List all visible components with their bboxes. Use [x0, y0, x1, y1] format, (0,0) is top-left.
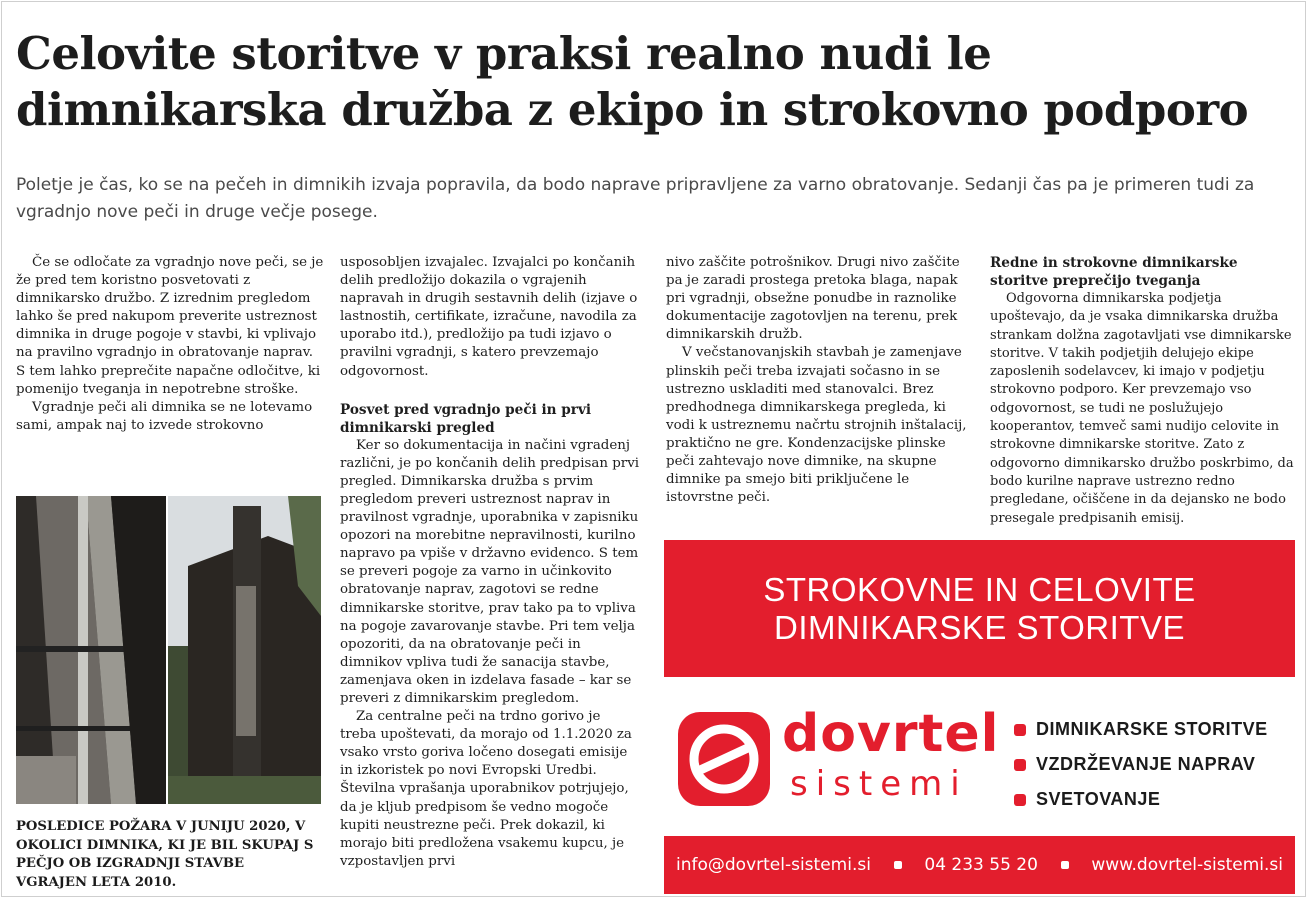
paragraph: V večstanovanjskih stavbah je zamenjave plinskih peči treba izvajati sočasno in se ustrezno uskladiti med stanovalci. Brez predhodnega dimnikarskega pregleda, ki vodi k ustreznemu načrtu strojnih inštalacij, praktično ne gre. Kondenzacijske plinske peči zahtevajo nove dimnike, na skupne dimnike pa smejo biti priključene le istovrstne peči.: [666, 345, 967, 506]
contact-bar: [664, 836, 1295, 894]
subheading: Redne in strokovne dimnikarske storitve preprečijo tveganja: [990, 255, 1238, 289]
paragraph: Ker so dokumentacija in načini vgradenj različni, je po končanih delih predpisan prvi pregled. Dimnikarska družba s prvim pregledom preveri ustreznost naprav in pravilnost vgradnje, uporabnika v zapisniku opozori na morebitne nepravilnosti, kurilno napravo pa vpiše v državno evidenco. S tem se preveri pogoje za varno in učinkovito obratovanje naprav, zagotovi se redne dimnikarske storitve, prav tako pa to vpliva na pogoje zavarovanje stavbe. Pri tem velja opozoriti, da na obratovanje peči in dimnikov vpliva tudi že sanacija stavbe, zamenjava oken in izdelava fasade – kar se preveri z dimnikarskim pregledom.: [340, 437, 640, 706]
paragraph: Za centralne peči na trdno gorivo je treba upoštevati, da morajo od 1.1.2020 za vsako vrsto goriva ločeno dosegati emisije in izkoristek po novi Evropski Uredbi. Številna vprašanja uporabnikov potrjujejo, da je kljub predpisom še vedno mogoče kupiti neustrezne peči. Prek dokazil, ki morajo biti predložena vsakemu kupcu, je vzpostavljen prvi: [340, 709, 632, 869]
column-3: [666, 254, 971, 507]
bullet-icon: [1014, 794, 1026, 806]
banner-line: STROKOVNE IN CELOVITE: [763, 570, 1196, 608]
service-item: SVETOVANJE: [1014, 782, 1268, 817]
paragraph: Vgradnje peči ali dimnika se ne lotevamo sami, ampak naj to izvede strokovno: [16, 399, 313, 433]
photo-caption: POSLEDICE POŽARA V JUNIJU 2020, V OKOLICI DIMNIKA, KI JE BIL SKUPAJ S PEČJO OB IZGRADNJI STAVBE VGRAJEN LETA 2010.: [16, 819, 314, 890]
headline: Celovite storitve v praksi realno nudi le dimnikarska družba z ekipo in strokovno podporo: [16, 27, 1249, 136]
paragraph: Če se odločate za vgradnjo nove peči, se je že pred tem koristno posvetovati z dimnikarsko družbo. Z izrednim pregledom lahko še pred nakupom preverite ustreznost dimnika in druge pogoje v stavbi, ki vplivajo na pravilno vgradnjo in obratovanje naprav. S tem lahko preprečite napačne odločitve, ki pomenijo tveganja in nepotrebne stroške.: [16, 255, 324, 397]
separator-dot-icon: [1061, 861, 1069, 869]
email-link[interactable]: info@dovrtel-sistemi.si: [676, 855, 871, 875]
banner-line: DIMNIKARSKE STORITVE: [774, 608, 1185, 646]
service-item: DIMNIKARSKE STORITVE: [1014, 712, 1268, 747]
paragraph: nivo zaščite potrošnikov. Drugi nivo zaščite pa je zaradi prostega pretoka blaga, napak pri vgradnji, obsežne ponudbe in raznolike dokumentacije zagotovljen na terenu, prek dimnikarskih družb.: [666, 255, 960, 343]
paragraph: Odgovorna dimnikarska podjetja upoštevajo, da je vsaka dimnikarska družba strankam dolžna zagotavljati vse dimnikarske storitve. V takih podjetjih delujejo ekipe zaposlenih sodelavcev, ki imajo v podjetju strokovno podporo. Ker prevzemajo vso odgovornost, se tudi ne poslužujejo kooperantov, temveč sami nudijo celovite in strokovne dimnikarske storitve. Zato z odgovorno dimnikarsko družbo poskrbimo, da bodo kurilne naprave ustrezno redno pregledane, očiščene in da dejansko ne bodo presegale predpisanih emisij.: [990, 291, 1294, 526]
brand-name: dovrtel: [782, 704, 1000, 764]
paragraph: usposobljen izvajalec. Izvajalci po končanih delih predložijo dokazila o vgrajenih napravah in drugih sestavnih delih (izjave o lastnostih, certifikate, izračune, navodila za uporabo itd.), predložijo pa tudi izjavo o pravilni vgradnji, s katero prevzemajo odgovornost.: [340, 255, 638, 379]
photo-burnt-wooden-house: [168, 496, 321, 804]
website-link[interactable]: www.dovrtel-sistemi.si: [1091, 855, 1283, 875]
bullet-icon: [1014, 724, 1026, 736]
subheading: Posvet pred vgradnjo peči in prvi dimnikarski pregled: [340, 401, 592, 436]
service-item: VZDRŽEVANJE NAPRAV: [1014, 747, 1268, 782]
separator-dot-icon: [894, 861, 902, 869]
services-list: [1014, 712, 1268, 817]
brand-block: [664, 700, 1295, 818]
photo-burnt-chimney-closeup: [16, 496, 166, 804]
ad-banner: [664, 540, 1295, 677]
phone-number[interactable]: 04 233 55 20: [924, 855, 1038, 875]
column-2: [340, 254, 640, 871]
lead-paragraph: Poletje je čas, ko se na pečeh in dimnikih izvaja popravila, da bodo naprave pripravljene za varno obratovanje. Sedanji čas pa je primeren tudi za vgradnjo nove peči in druge večje posege.: [16, 175, 1255, 222]
column-4: [990, 254, 1294, 528]
bullet-icon: [1014, 759, 1026, 771]
dovrtel-logo-icon: [676, 710, 772, 808]
column-1: [16, 254, 324, 435]
brand-subname: sistemi: [790, 764, 968, 804]
